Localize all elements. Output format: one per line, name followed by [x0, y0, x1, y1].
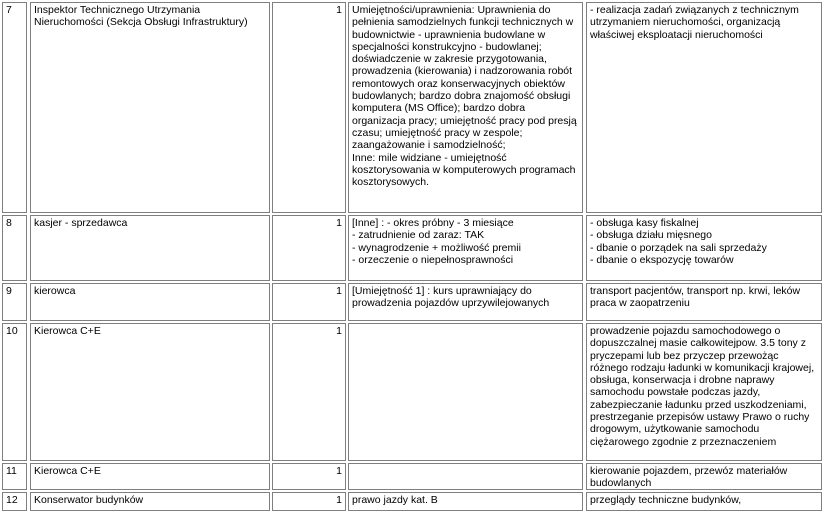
cell-number: 11 [2, 463, 27, 490]
cell-count: 1 [272, 323, 346, 461]
cell-count: 1 [272, 215, 346, 281]
cell-requirements: Umiejętności/uprawnienia: Uprawnienia do pełnienia samodzielnych funkcji technicznych w budownictwie - uprawnienia budowlane w specjalności konstrukcyjno - budowlanej; doświadczenie w zakresie przygotowania, prowadzenia (kierowania) i nadzorowania robót remontowych oraz konserwacyjnych obiektów budowlanych; bardzo dobra znajomość obsługi komputera (MS Office); bardzo dobra organizacja pracy; umiejętność pracy pod presją czasu; umiejętność pracy w zespole; zaangażowanie i samodzielność; Inne: mile widziane - umiejętność kosztorysowania w komputerowych programach kosztorysowych. [348, 2, 583, 213]
cell-requirements: [Umiejętność 1] : kurs uprawniający do prowadzenia pojazdów uprzywilejowanych [348, 283, 583, 321]
cell-position: Konserwator budynków [30, 492, 270, 511]
cell-count: 1 [272, 2, 346, 213]
cell-position: Kierowca C+E [30, 463, 270, 490]
table-row [0, 490, 828, 511]
table-row [0, 213, 828, 281]
cell-requirements [348, 463, 583, 490]
cell-position: Inspektor Technicznego Utrzymania Nieruchomości (Sekcja Obsługi Infrastruktury) [30, 2, 270, 213]
table-row [0, 461, 828, 490]
cell-number: 9 [2, 283, 27, 321]
cell-duties: prowadzenie pojazdu samochodowego o dopuszczalnej masie całkowitejpow. 3.5 tony z pryczepami lub bez przyczep przewożąc różnego rodzaju ładunki w komunikacji krajowej, obsługa, konserwacja i drobne naprawy samochodu powstałe podczas jazdy, zabezpieczanie ładunku przed uszkodzeniami, prestrzeganie przepisów ustawy Prawo o ruchy drogowym, użytkowanie samochodu ciężarowego zgodnie z przeznaczeniem [586, 323, 822, 461]
cell-duties: - obsługa kasy fiskalnej - obsługa działu mięsnego - dbanie o porządek na sali sprzedaży - dbanie o ekspozycję towarów [586, 215, 822, 281]
cell-duties: kierowanie pojazdem, przewóz materiałów budowlanych [586, 463, 822, 490]
cell-position: kierowca [30, 283, 270, 321]
table-row [0, 0, 828, 213]
cell-number: 7 [2, 2, 27, 213]
cell-number: 10 [2, 323, 27, 461]
cell-requirements: [Inne] : - okres próbny - 3 miesiące - zatrudnienie od zaraz: TAK - wynagrodzenie + możliwość premii - orzeczenie o niepełnosprawności [348, 215, 583, 281]
cell-count: 1 [272, 492, 346, 511]
cell-duties: transport pacjentów, transport np. krwi, leków praca w zaopatrzeniu [586, 283, 822, 321]
cell-count: 1 [272, 283, 346, 321]
cell-requirements [348, 323, 583, 461]
cell-number: 8 [2, 215, 27, 281]
cell-duties: przeglądy techniczne budynków, [586, 492, 822, 511]
table-row [0, 281, 828, 321]
table-row [0, 321, 828, 461]
cell-position: Kierowca C+E [30, 323, 270, 461]
cell-count: 1 [272, 463, 346, 490]
cell-number: 12 [2, 492, 27, 511]
cell-requirements: prawo jazdy kat. B [348, 492, 583, 511]
cell-duties: - realizacja zadań związanych z technicznym utrzymaniem nieruchomości, organizacją właściwej eksploatacji nieruchomości [586, 2, 822, 213]
cell-position: kasjer - sprzedawca [30, 215, 270, 281]
